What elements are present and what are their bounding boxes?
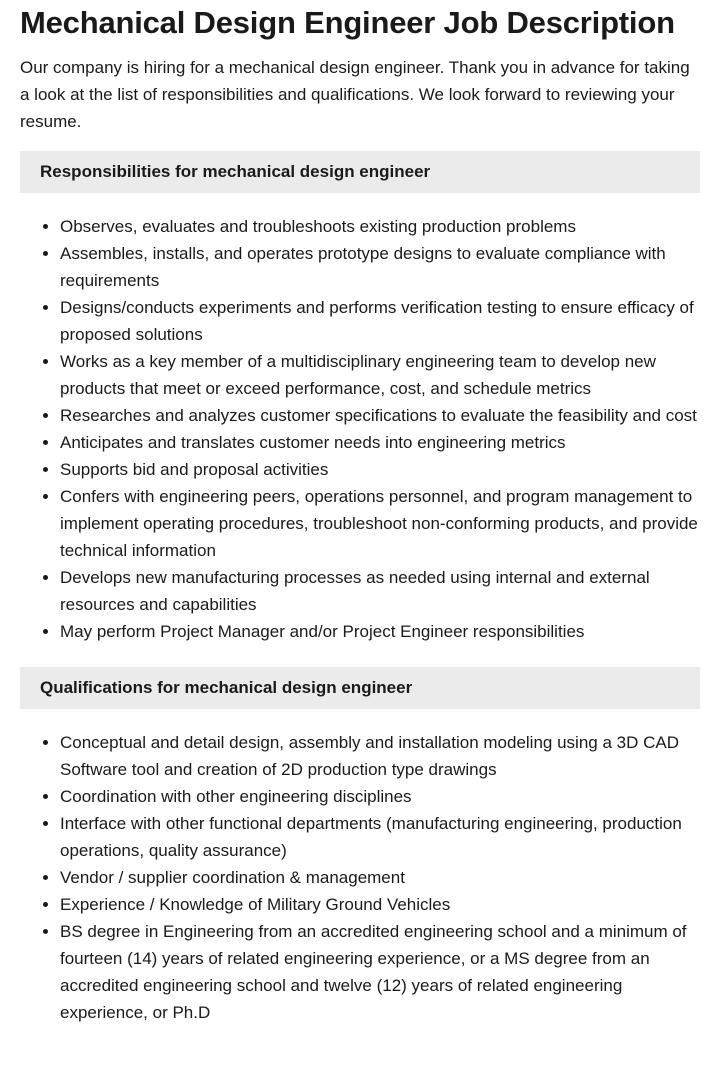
list-item: • Works as a key member of a multidisciplinary engineering team to develop new products that meet or exceed performance, cost, and schedule metrics <box>60 348 700 402</box>
intro-text: Our company is hiring for a mechanical design engineer. Thank you in advance for taking a look at the list of responsibilities and qualifications. We look forward to reviewing your resume. <box>20 58 690 131</box>
list-item: • Designs/conducts experiments and performs verification testing to ensure efficacy of proposed solutions <box>60 294 700 348</box>
list-item: • Conceptual and detail design, assembly and installation modeling using a 3D CAD Software tool and creation of 2D production type drawings <box>60 729 700 783</box>
list-item: • Interface with other functional departments (manufacturing engineering, production operations, quality assurance) <box>60 810 700 864</box>
list-item: • Vendor / supplier coordination & management <box>60 864 700 891</box>
list-item: • Coordination with other engineering disciplines <box>60 783 700 810</box>
list-item: • Assembles, installs, and operates prototype designs to evaluate compliance with requirements <box>60 240 700 294</box>
qualifications-heading: Qualifications for mechanical design engineer <box>20 667 700 709</box>
list-item: • May perform Project Manager and/or Project Engineer responsibilities <box>60 618 700 645</box>
list-item: • Confers with engineering peers, operations personnel, and program management to implement operating procedures, troubleshoot non-conforming products, and provide technical information <box>60 483 700 564</box>
qualifications-list <box>20 729 700 1026</box>
responsibilities-list <box>20 213 700 645</box>
list-item: • Researches and analyzes customer specifications to evaluate the feasibility and cost <box>60 402 700 429</box>
list-item: • Supports bid and proposal activities <box>60 456 700 483</box>
page-title: Mechanical Design Engineer Job Description <box>20 5 675 40</box>
responsibilities-heading: Responsibilities for mechanical design engineer <box>20 151 700 193</box>
list-item: • Experience / Knowledge of Military Ground Vehicles <box>60 891 700 918</box>
list-item: • Anticipates and translates customer needs into engineering metrics <box>60 429 700 456</box>
list-item: • Develops new manufacturing processes as needed using internal and external resources and capabilities <box>60 564 700 618</box>
list-item: • Observes, evaluates and troubleshoots existing production problems <box>60 213 700 240</box>
list-item: • BS degree in Engineering from an accredited engineering school and a minimum of fourteen (14) years of related engineering experience, or a MS degree from an accredited engineering school and twelve (12) years of related engineering experience, or Ph.D <box>60 918 700 1026</box>
